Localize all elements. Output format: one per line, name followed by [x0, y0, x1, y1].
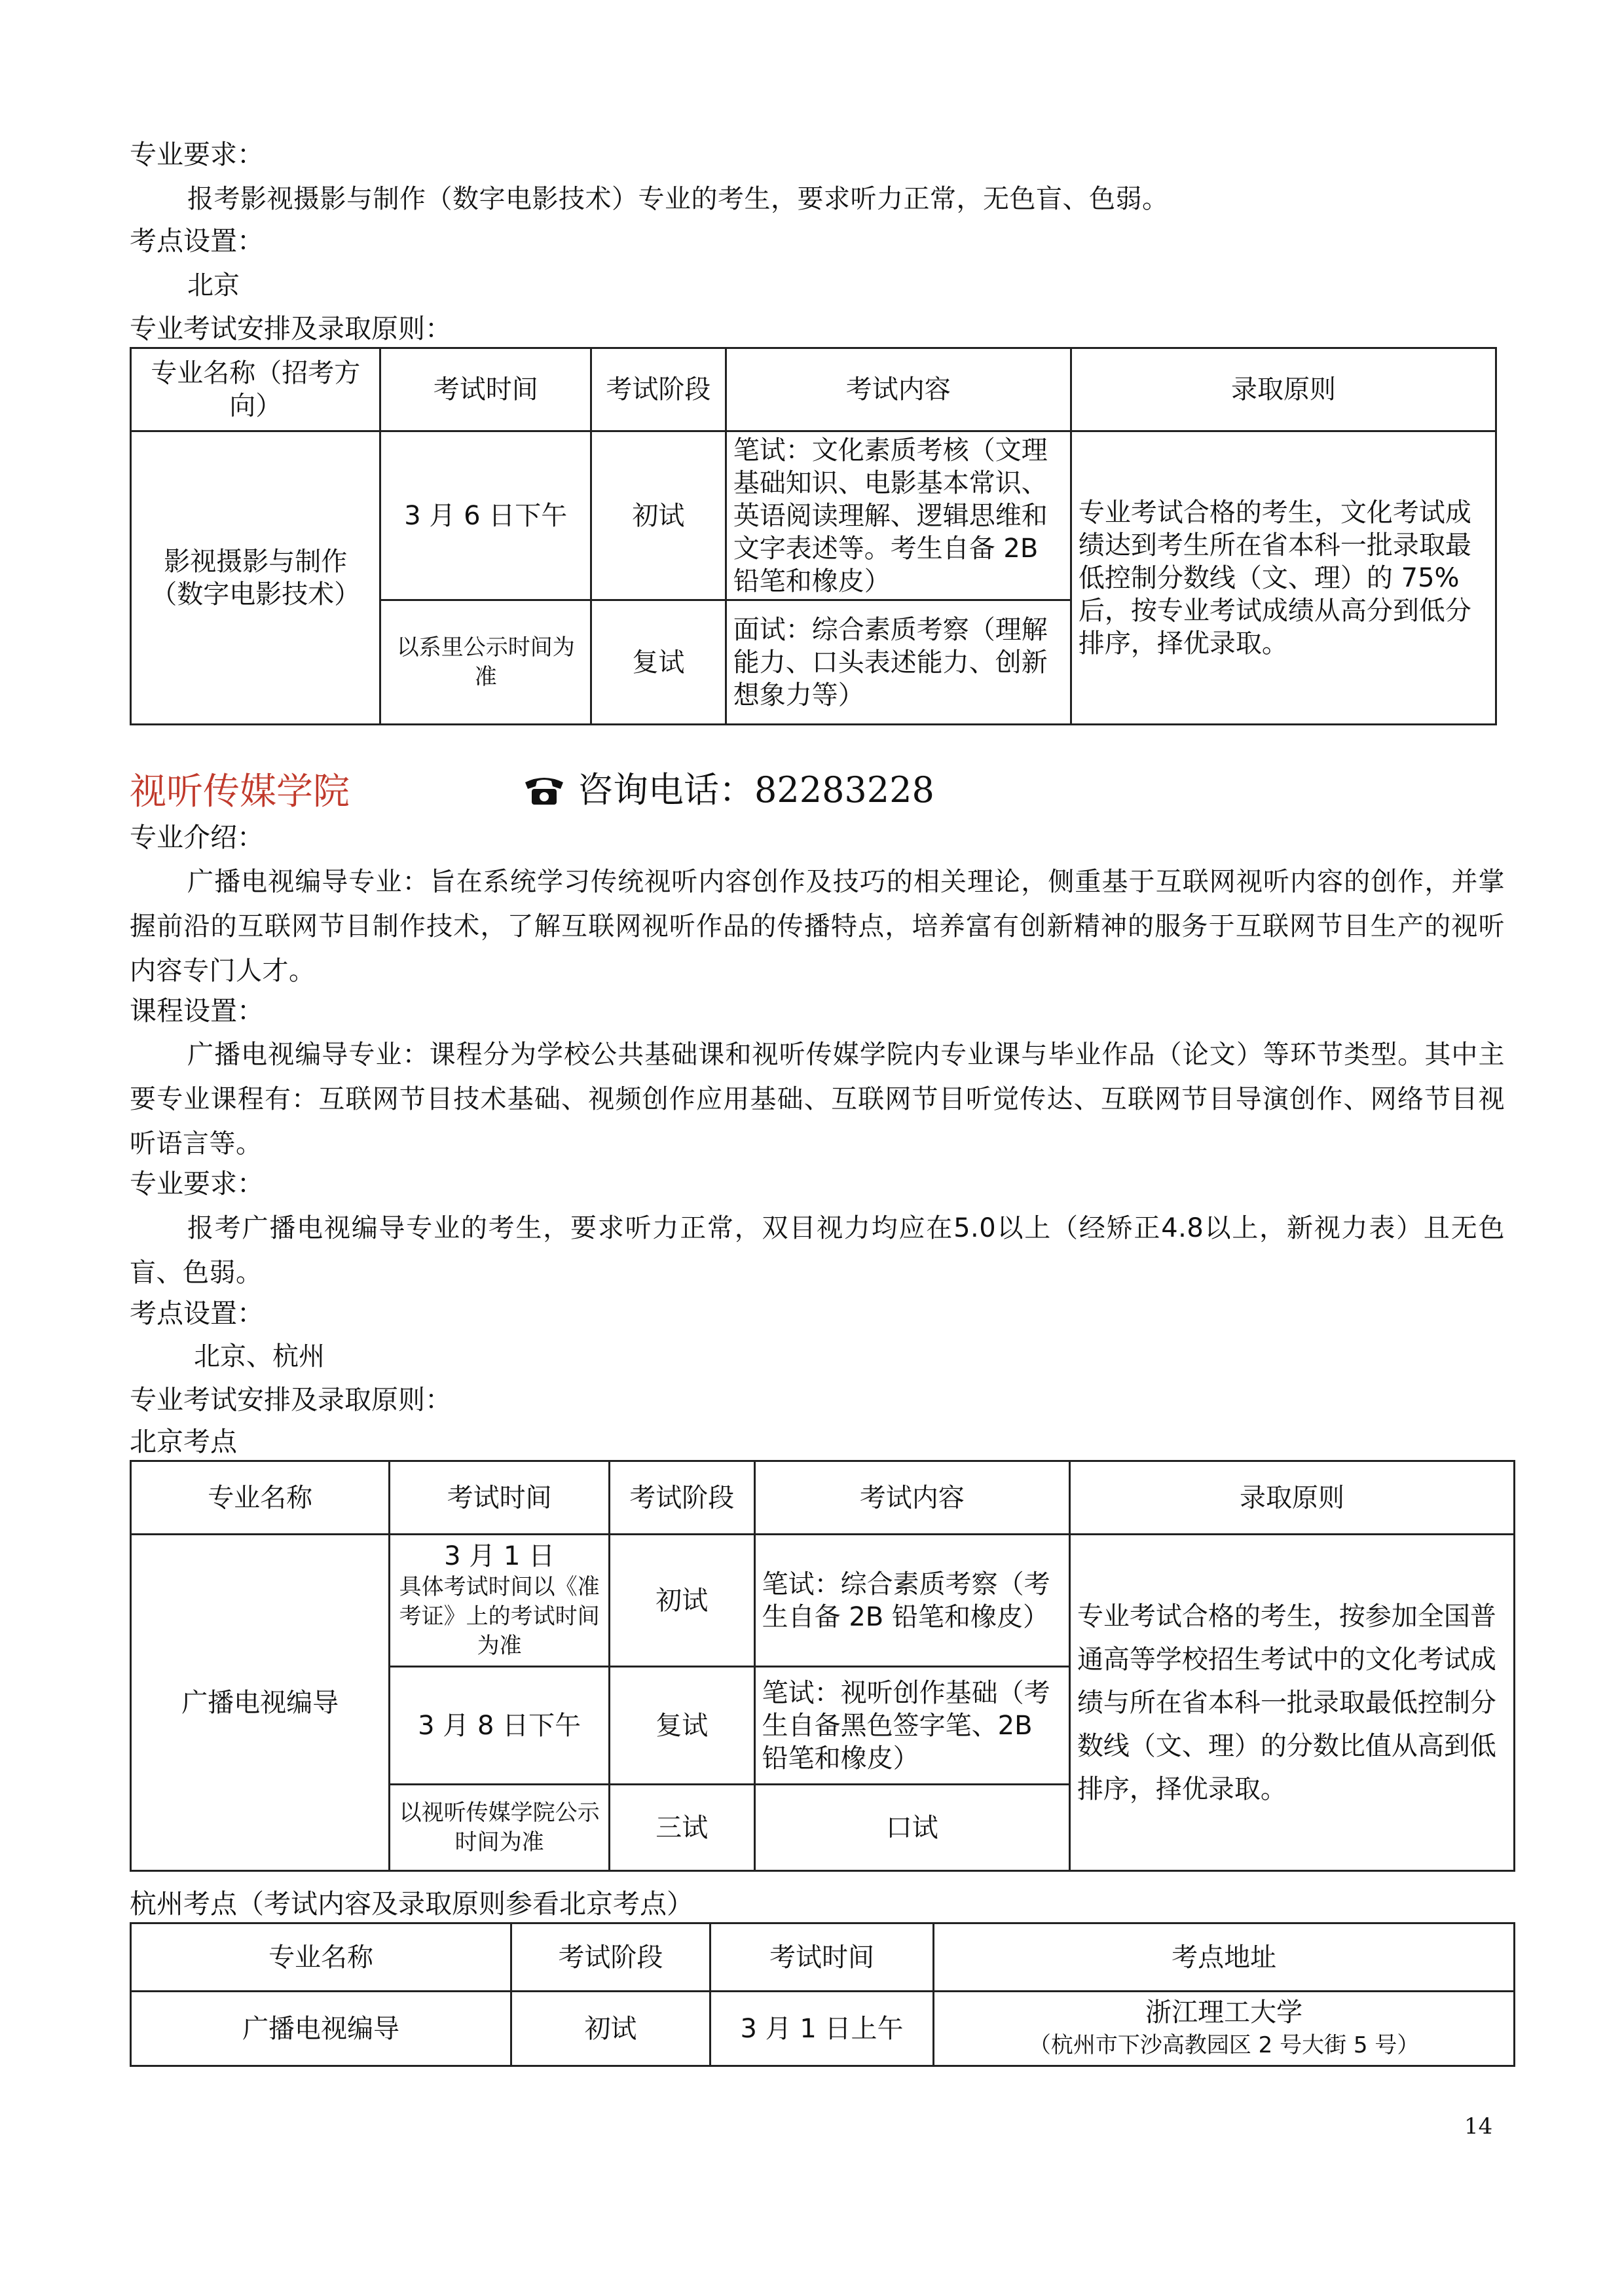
- major-intro-label: 专业介绍：: [130, 822, 264, 853]
- exam-table-hangzhou: [130, 1922, 1515, 2067]
- table-row: [131, 431, 1496, 600]
- principle-cell: 专业考试合格的考生，按参加全国普通高等学校招生考试中的文化考试成绩与所在省本科一批录取最低控制分数线（文、理）的分数比值从高到低排序，择优录取。: [1069, 1535, 1514, 1871]
- hangzhou-site-label: 杭州考点（考试内容及录取原则参看北京考点）: [130, 1888, 693, 1920]
- major-cell: 影视摄影与制作（数字电影技术）: [131, 431, 380, 725]
- time-cell: 3 月 8 日下午: [390, 1667, 610, 1785]
- header-major: 专业名称: [131, 1461, 390, 1535]
- address-cell: [934, 1992, 1515, 2066]
- phone-number: 82283228: [754, 769, 934, 811]
- header-content: 考试内容: [754, 1461, 1069, 1535]
- exam-site-text: 北京: [187, 270, 240, 301]
- major-requirement-label-2: 专业要求：: [130, 1168, 264, 1199]
- exam-site-text-2: 北京、杭州: [194, 1341, 325, 1372]
- stage-cell: 初试: [511, 1992, 710, 2066]
- header-stage: 考试阶段: [511, 1923, 710, 1992]
- header-stage: 考试阶段: [609, 1461, 754, 1535]
- beijing-site-label: 北京考点: [130, 1426, 237, 1457]
- course-text: 广播电视编导专业：课程分为学校公共基础课和视听传媒学院内专业课与毕业作品（论文）等环节类型。其中主要专业课程有：互联网节目技术基础、视频创作应用基础、互联网节目听觉传达、互联网节目导演创作、网络节目视听语言等。: [130, 1040, 1505, 1159]
- time-note: 具体考试时间以《准考证》上的考试时间为准: [399, 1574, 600, 1659]
- stage-cell: 初试: [591, 431, 726, 600]
- exam-site-label-2: 考点设置：: [130, 1298, 264, 1329]
- major-requirement-text: 报考影视摄影与制作（数字电影技术）专业的考生，要求听力正常，无色盲、色弱。: [187, 184, 1169, 214]
- table-header-row: [131, 348, 1496, 431]
- time-cell: [390, 1535, 610, 1667]
- address-main: 浙江理工大学: [1145, 1997, 1303, 2028]
- header-address: 考点地址: [934, 1923, 1515, 1992]
- table-row: [131, 1535, 1515, 1667]
- header-stage: 考试阶段: [591, 348, 726, 431]
- table-header-row: [131, 1923, 1515, 1992]
- major-intro-text: 广播电视编导专业：旨在系统学习传统视听内容创作及技巧的相关理论，侧重基于互联网视听内容的创作，并掌握前沿的互联网节目制作技术，了解互联网视听作品的传播特点，培养富有创新精神的服务于互联网节目生产的视听内容专门人才。: [130, 867, 1505, 986]
- page-number: 14: [1464, 2113, 1493, 2140]
- exam-arrangement-label: 专业考试安排及录取原则：: [130, 313, 452, 344]
- stage-cell: 三试: [609, 1785, 754, 1871]
- exam-table-film: [130, 347, 1497, 725]
- major-cell: 广播电视编导: [131, 1535, 390, 1871]
- time-cell: 以视听传媒学院公示时间为准: [390, 1785, 610, 1871]
- address-detail: （杭州市下沙高教园区 2 号大街 5 号）: [1028, 2032, 1420, 2058]
- stage-cell: 初试: [609, 1535, 754, 1667]
- time-cell: 3 月 6 日下午: [380, 431, 591, 600]
- header-major: 专业名称: [131, 1923, 511, 1992]
- content-cell: 笔试：视听创作基础（考生自备黑色签字笔、2B 铅笔和橡皮）: [754, 1667, 1069, 1785]
- course-label: 课程设置：: [130, 995, 264, 1027]
- content-cell: 笔试：综合素质考察（考生自备 2B 铅笔和橡皮）: [754, 1535, 1069, 1667]
- telephone-icon: [523, 773, 566, 807]
- phone-line: [523, 767, 934, 813]
- header-principle: 录取原则: [1069, 1461, 1514, 1535]
- major-requirement-text-2: 报考广播电视编导专业的考生，要求听力正常，双目视力均应在5.0以上（经矫正4.8以上，新视力表）且无色盲、色弱。: [130, 1213, 1505, 1288]
- header-major: 专业名称（招考方向）: [131, 348, 380, 431]
- table-row: [131, 1992, 1515, 2066]
- exam-table-beijing: [130, 1460, 1515, 1872]
- principle-cell: 专业考试合格的考生，文化考试成绩达到考生所在省本科一批录取最低控制分数线（文、理）的 75%后，按专业考试成绩从高分到低分排序，择优录取。: [1071, 431, 1496, 725]
- header-principle: 录取原则: [1071, 348, 1496, 431]
- content-cell: 口试: [754, 1785, 1069, 1871]
- phone-label: 咨询电话：: [578, 769, 754, 811]
- header-time: 考试时间: [710, 1923, 934, 1992]
- header-time: 考试时间: [390, 1461, 610, 1535]
- exam-arrangement-label-2: 专业考试安排及录取原则：: [130, 1384, 452, 1415]
- table-header-row: [131, 1461, 1515, 1535]
- time-cell: 3 月 1 日上午: [710, 1992, 934, 2066]
- major-requirement-label: 专业要求：: [130, 139, 264, 170]
- major-cell: 广播电视编导: [131, 1992, 511, 2066]
- time-main: 3 月 1 日: [444, 1541, 555, 1571]
- header-content: 考试内容: [726, 348, 1071, 431]
- content-cell: 面试：综合素质考察（理解能力、口头表述能力、创新想象力等）: [726, 600, 1071, 725]
- content-cell: 笔试：文化素质考核（文理基础知识、电影基本常识、英语阅读理解、逻辑思维和文字表述等。考生自备 2B 铅笔和橡皮）: [726, 431, 1071, 600]
- exam-site-label: 考点设置：: [130, 225, 264, 257]
- time-cell: 以系里公示时间为准: [380, 600, 591, 725]
- header-time: 考试时间: [380, 348, 591, 431]
- stage-cell: 复试: [591, 600, 726, 725]
- stage-cell: 复试: [609, 1667, 754, 1785]
- college-title: 视听传媒学院: [130, 771, 350, 813]
